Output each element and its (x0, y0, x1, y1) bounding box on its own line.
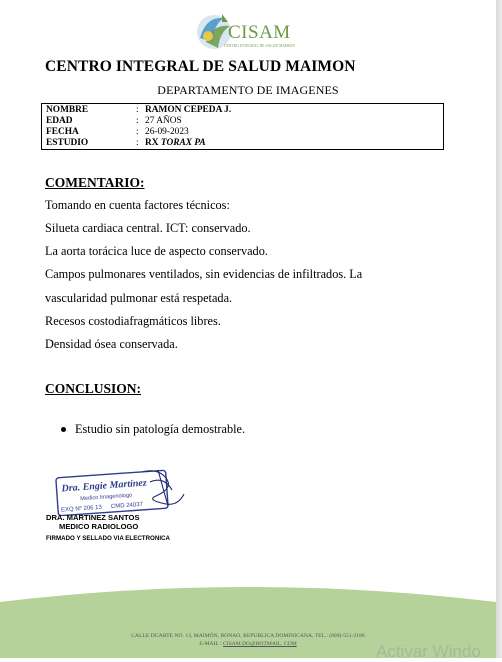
comment-line: La aorta torácica luce de aspecto conservado. (45, 244, 268, 258)
department-title: DEPARTAMENTO DE IMAGENES (157, 83, 339, 97)
info-label: NOMBRE (46, 105, 89, 115)
doctor-title: MEDICO RADIOLOGO (59, 522, 139, 531)
info-separator: : (136, 105, 139, 115)
patient-age-value: 27 AÑOS (145, 116, 182, 126)
cisam-logo (184, 8, 324, 54)
info-separator: : (136, 116, 139, 126)
study-date-value: 26-09-2023 (145, 127, 189, 137)
stamp-cmd-text: CMD 24037 (110, 501, 144, 511)
study-value (145, 138, 206, 149)
info-separator: : (136, 138, 139, 148)
comment-line: Silueta cardiaca central. ICT: conservado. (45, 221, 251, 235)
bullet-icon (61, 427, 66, 432)
comment-line: Recesos costodiafragmáticos libres. (45, 314, 221, 328)
patient-info-box (41, 103, 444, 150)
comment-heading: COMENTARIO: (45, 175, 145, 190)
doctor-name: DRA. MARTINEZ SANTOS (46, 513, 140, 522)
study-type: RX (145, 138, 161, 148)
logo-subtitle: CENTRO INTEGRAL DE SALUD MAIMON (224, 44, 296, 48)
stamp-exequatur-text: EXQ Nº 206 13 (60, 504, 103, 514)
comment-line: Tomando en cuenta factores técnicos: (45, 198, 230, 212)
center-title: CENTRO INTEGRAL DE SALUD MAIMON (45, 58, 356, 75)
comment-line: Campos pulmonares ventilados, sin evidencias de infiltrados. La (45, 267, 363, 281)
info-label: ESTUDIO (46, 138, 89, 148)
patient-name-value: RAMON CEPEDA J. (145, 105, 232, 115)
logo-name: CISAM (228, 22, 291, 43)
comment-line: vascularidad pulmonar está respetada. (45, 291, 233, 305)
stamp-name-text: Dra. Engie Martinez (61, 477, 148, 495)
info-label: FECHA (46, 127, 79, 137)
page-edge (496, 0, 502, 658)
conclusion-heading: CONCLUSION: (45, 381, 142, 396)
stamp-title-text: Medico Imagenologo (80, 492, 133, 503)
info-label: EDAD (46, 116, 73, 126)
doctor-stamp (54, 466, 190, 516)
study-region: TORAX PA (160, 138, 206, 148)
comment-line: Densidad ósea conservada. (45, 337, 178, 351)
info-separator: : (136, 127, 139, 137)
signature-note: FIRMADO Y SELLADO VIA ELECTRONICA (46, 535, 170, 542)
windows-activation-watermark: Activar Windo (376, 642, 481, 661)
footer-email-link[interactable]: CISAM.DO@HOTMAIL. COM (223, 641, 297, 647)
footer-address: CALLE DUARTE NO. 13, MAIMÓN, BONAO, REPUBLICA DOMINICANA, TEL.: (809)-551-2186 (131, 633, 365, 639)
conclusion-item: Estudio sin patología demostrable. (75, 422, 246, 436)
stamp-seal-icon (54, 466, 190, 516)
footer-email-label: E-MAIL : (199, 641, 222, 647)
